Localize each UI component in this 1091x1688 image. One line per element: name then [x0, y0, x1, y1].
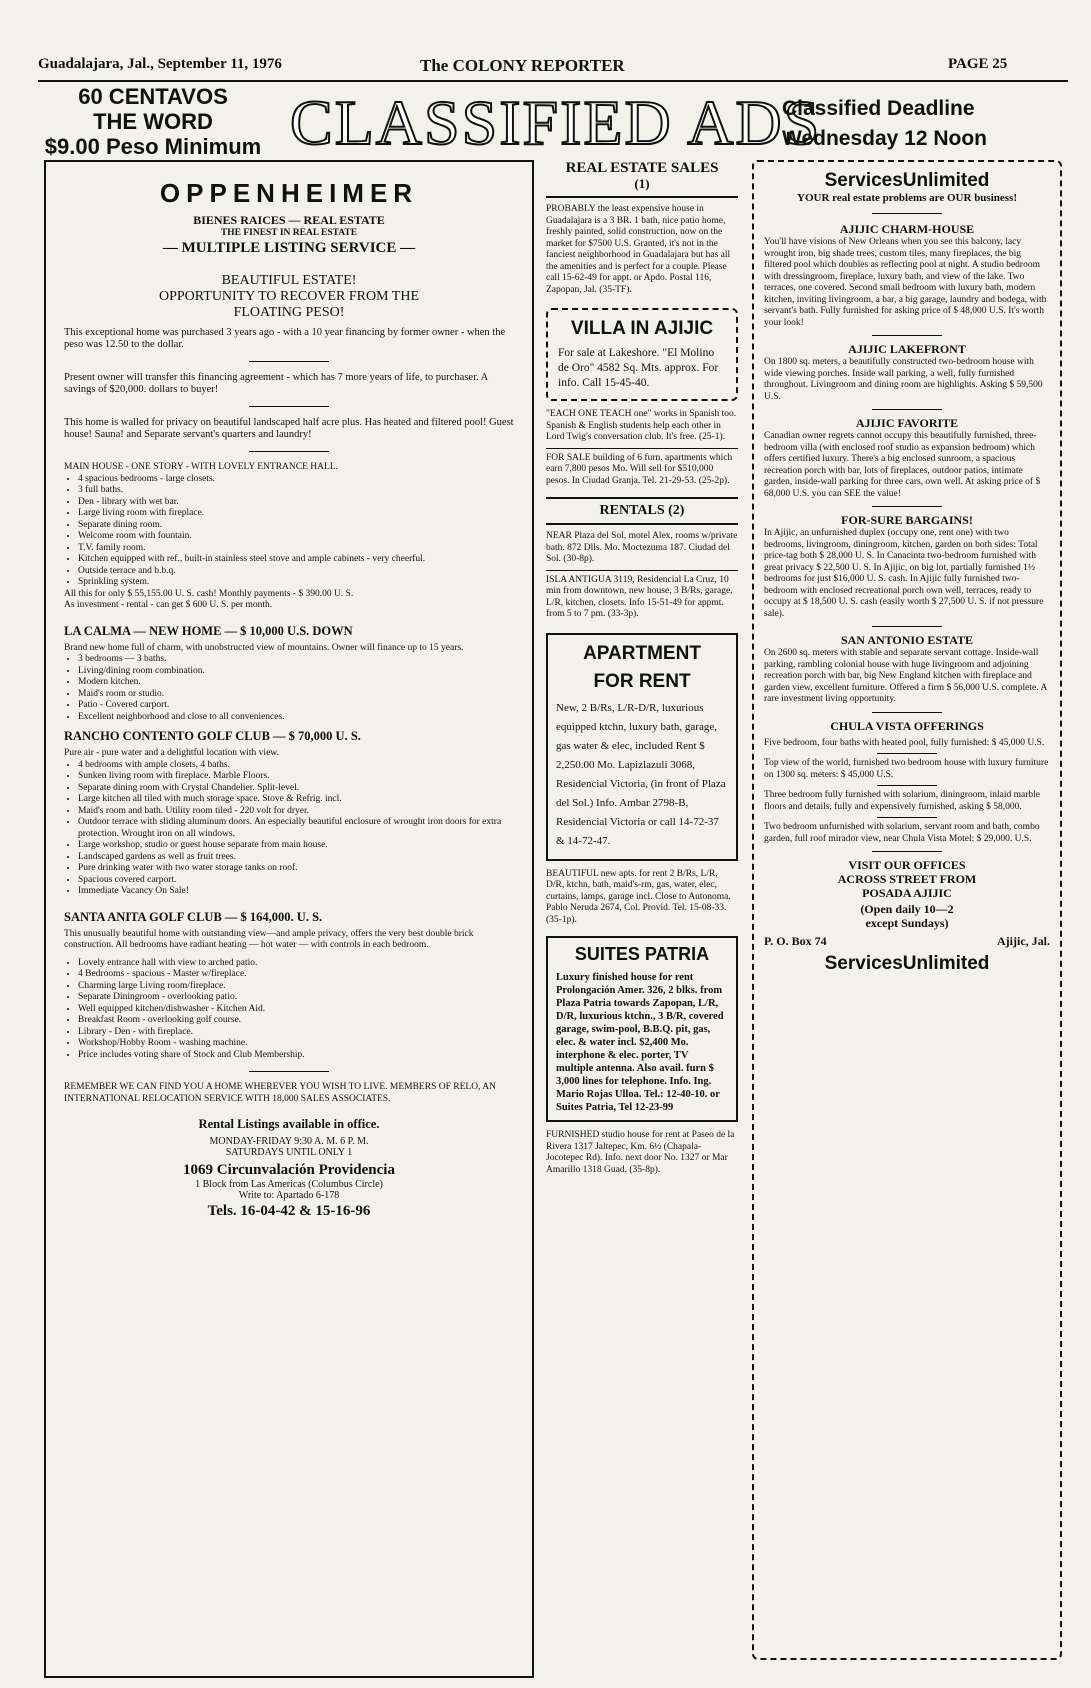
visit-line-1: VISIT OUR OFFICES: [848, 858, 966, 872]
main-house: MAIN HOUSE - ONE STORY - WITH LOVELY ENTRANCE HALL.: [64, 462, 338, 472]
favorite-body: Canadian owner regrets cannot occupy this beautifully furnished, three-bedroom villa (with enclosed roof studio as expansion bedroom) which offers certified luxury. There's a big enclosed sunroom, a spacious recreation porch with bar, lots of fireplaces, outdoor patios, intimate garden, inside-wall parking for three cars, own well. At asking price of $ 68,000 U.S. you can SEE the value!: [764, 431, 1041, 499]
apartment-body: New, 2 B/Rs, L/R-D/R, luxurious equipped ktchn, luxury bath, garage, gas water & elec, included Rent $ 2,250.00 Mo. Lapizlazuli 3068, Residencial Victoria, (in front of Plaza del Sol.) Info. Ambar 2798-B, Residencial Victoria or call 14-72-37 & 14-72-47.: [556, 701, 726, 847]
list-item: • Large living room with fireplace.: [78, 508, 514, 520]
header-rule: [38, 80, 1068, 82]
list-item: • Sprinkling system.: [78, 577, 514, 589]
services-title: ServicesUnlimited: [824, 170, 990, 191]
divider: [872, 506, 942, 507]
suites-title: SUITES PATRIA: [574, 944, 710, 964]
divider: [249, 406, 329, 407]
rancho-title: RANCHO CONTENTO GOLF CLUB — $ 70,000 U. S.: [64, 729, 361, 743]
rental-listings: Rental Listings available in office.: [198, 1117, 380, 1131]
list-item: • 4 spacious bedrooms - large closets.: [78, 474, 514, 486]
lacalma-title: LA CALMA — NEW HOME — $ 10,000 U.S. DOWN: [64, 623, 353, 638]
list-item: • 3 full baths.: [78, 485, 514, 497]
apartment-title-1: APARTMENT: [583, 642, 701, 664]
list-item: • Welcome room with fountain.: [78, 531, 514, 543]
oppenheimer-name: OPPENHEIMER: [159, 178, 419, 208]
divider: [249, 361, 329, 362]
list-item: • Landscaped gardens as well as fruit trees.: [78, 852, 514, 864]
middle-column: [546, 160, 738, 1176]
villa-body: For sale at Lakeshore. "El Molino de Oro" 4582 Sq. Mts. approx. For info. Call 15-45-40.: [558, 347, 719, 389]
oppenheimer-sub1: BIENES RAICES — REAL ESTATE: [193, 213, 385, 227]
list-item: • Separate dining room.: [78, 520, 514, 532]
list-item: • Separate Diningroom - overlooking patio.: [78, 992, 514, 1004]
para-1: This exceptional home was purchased 3 years ago - with a 10 year financing by former owner - when the peso was 12.50 to the dollar.: [64, 327, 506, 350]
divider: [546, 497, 738, 499]
po-box: P. O. Box 74: [764, 934, 827, 948]
services-unlimited-ad: [752, 160, 1062, 1660]
furnished-ad: FURNISHED studio house for rent at Paseo de la Rivera 1317 Jaltepec, Km. 6½ (Chapala-Jocotepec Rd). Info. next door No. 1327 or Mar Amarillo 1318 Guad. (35-8p).: [546, 1130, 735, 1175]
divider: [877, 785, 937, 786]
rancho-list: [64, 760, 514, 898]
list-item: • Modern kitchen.: [78, 677, 514, 689]
rancho-desc: Pure air - pure water and a delightful location with view.: [64, 748, 279, 758]
near-plaza-ad: NEAR Plaza del Sol, motel Alex, rooms w/private bath. 872 Dlls. Mo. Moctezuma 187. Ciudad del Sol. (30-8p).: [546, 531, 738, 564]
list-item: • Excellent neighborhood and close to all conveniences.: [78, 712, 514, 724]
list-item: • Sunken living room with fireplace. Marble Floors.: [78, 771, 514, 783]
list-item: • Kitchen equipped with ref., built-in stainless steel stove and ample cabinets - very cheerful.: [78, 554, 514, 566]
lacalma-list: [64, 654, 514, 723]
deadline-line-2: Wednesday 12 Noon: [782, 127, 987, 150]
address-line-3: Write to: Apartado 6-178: [238, 1190, 340, 1201]
classified-title: CLASSIFIED ADS: [290, 87, 822, 158]
lakefront-title: AJIJIC LAKEFRONT: [848, 342, 966, 356]
price-line-3: $9.00 Peso Minimum: [44, 134, 262, 159]
list-item: • Maid's room or studio.: [78, 689, 514, 701]
visit-line-2: ACROSS STREET FROM: [837, 872, 977, 886]
list-item: • Price includes voting share of Stock and Club Membership.: [78, 1050, 514, 1062]
list-item: • Charming large Living room/fireplace.: [78, 981, 514, 993]
chula-offer-2: Top view of the world, furnished two bedroom house with luxury furniture on 1300 sq. meters: $ 45,000 U.S.: [764, 758, 1049, 780]
chula-offer-4: Two bedroom unfurnished with solarium, servant room and bath, combo garden, full roof mirador view, near Chula Vista Motel: $ 29,000. U.S.: [764, 822, 1040, 844]
bargains-body: In Ajijic, an unfurnished duplex (occupy one, rent one) with two bedrooms, livingroom, diningroom, kitchen, garden on both sides: Total price-tag both $ 28,000 U. S. In Canacinta two-bedroom furnished with great privacy $ 22,500 U. S. In Ajijic, on big lot, partially furnished 1½ bedrooms for just $16,000 U. S. cash. In Ajijic fully furnished two-bedroom with enclosed recreational porch own well, terraces, ready to occupy at $ 18,500 U. S. cash (easily worth $ 27,500 U. S. if not pressure sale).: [764, 528, 1044, 619]
lacalma-desc: Brand new home full of charm, with unobstructed view of mountains. Owner will finance up to 15 years.: [64, 642, 464, 653]
suites-ad: [546, 936, 738, 1122]
divider: [546, 448, 738, 449]
header-date: Guadalajara, Jal., September 11, 1976: [38, 56, 282, 72]
open-hours-2: except Sundays): [865, 916, 949, 930]
price-line-2: THE WORD: [93, 109, 213, 134]
price-line: All this for only $ 55,155.00 U. S. cash! Monthly payments - $ 390.00 U. S.: [64, 588, 354, 599]
town: Ajijic, Jal.: [997, 934, 1050, 948]
list-item: • Maid's room and bath. Utility room tiled - 220 volt for dryer.: [78, 806, 514, 818]
headline-2: OPPORTUNITY TO RECOVER FROM THE: [158, 289, 419, 304]
para-2: Present owner will transfer this financing agreement - which has 7 more years of life, to purchaser. A savings of $20,000. dollars to buyer!: [64, 372, 488, 395]
each-one-ad: "EACH ONE TEACH one" works in Spanish too. Spanish & English students help each other in Lord Twig's conversation club. It's free. (25-1).: [546, 409, 737, 442]
divider: [546, 570, 738, 571]
main-house-list: [64, 474, 514, 589]
charm-title: AJIJIC CHARM-HOUSE: [839, 222, 975, 236]
divider: [877, 817, 937, 818]
list-item: • Lovely entrance hall with view to arched patio.: [78, 958, 514, 970]
oppenheimer-sub2: THE FINEST IN REAL ESTATE: [220, 228, 358, 238]
divider: [546, 523, 738, 525]
list-item: • Den - library with wet bar.: [78, 497, 514, 509]
villa-ad: [546, 308, 738, 401]
villa-title: VILLA IN AJIJIC: [570, 318, 714, 339]
list-item: • Library - Den - with fireplace.: [78, 1027, 514, 1039]
divider: [546, 196, 738, 198]
list-item: • Pure drinking water with two water storage tanks on roof.: [78, 863, 514, 875]
rentals-heading: RENTALS (2): [599, 503, 685, 518]
list-item: • Patio - Covered carport.: [78, 700, 514, 712]
list-item: • 3 bedrooms — 3 baths.: [78, 654, 514, 666]
headline-1: BEAUTIFUL ESTATE!: [221, 273, 357, 288]
services-footer: ServicesUnlimited: [824, 953, 990, 974]
remember-text: REMEMBER WE CAN FIND YOU A HOME WHEREVER YOU WISH TO LIVE. MEMBERS OF RELO, AN INTERNATIONAL RELOCATION SERVICE WITH 18,000 SALES ASSOCIATES.: [64, 1082, 497, 1104]
suites-body: Luxury finished house for rent Prolongación Amer. 326, 2 blks. from Plaza Patria towards Zapopan, L/R, D/R, luxurious ktchn., 3 B/R, covered garage, swim-pool, B.B.Q. pit, gas, elec. & water incl. $2,400 Mo. interphone & elec. porter, TV multiple antenna. Also avail. furn $ 3,000 lines for telephone. Info. Ing. Mario Rojas Ulloa. Tel.: 12-40-10. or Suites Patria, Tel 12-23-99: [556, 972, 724, 1113]
list-item: • Living/dining room combination.: [78, 666, 514, 678]
santa-list: [64, 958, 514, 1062]
apartment-title-2: FOR RENT: [593, 670, 691, 692]
price-line-1: 60 CENTAVOS: [78, 84, 228, 109]
list-item: • Large kitchen all tiled with much storage space. Stove & Refrig. incl.: [78, 794, 514, 806]
divider: [877, 753, 937, 754]
address-line-2: 1 Block from Las Americas (Columbus Circle): [195, 1179, 383, 1190]
services-intro: YOUR real estate problems are OUR business!: [797, 192, 1017, 204]
favorite-title: AJIJIC FAVORITE: [855, 416, 959, 430]
list-item: • Workshop/Hobby Room - washing machine.: [78, 1038, 514, 1050]
divider: [872, 409, 942, 410]
divider: [872, 626, 942, 627]
oppenheimer-ad: [44, 160, 534, 1678]
list-item: • Well equipped kitchen/dishwasher - Kitchen Aid.: [78, 1004, 514, 1016]
list-item: • Breakfast Room - overlooking golf course.: [78, 1015, 514, 1027]
header-publication: The COLONY REPORTER: [420, 56, 625, 75]
list-item: • 4 Bedrooms - spacious - Master w/fireplace.: [78, 969, 514, 981]
invest-line: As investment - rental - can get $ 600 U. S. per month.: [64, 600, 273, 610]
chula-offer-1: Five bedroom, four baths with heated pool, fully furnished: $ 45,000 U.S.: [764, 737, 1045, 748]
list-item: • Large workshop, studio or guest house separate from main house.: [78, 840, 514, 852]
phones: Tels. 16-04-42 & 15-16-96: [207, 1203, 371, 1219]
beautiful-ad: BEAUTIFUL new apts. for rent 2 B/Rs, L/R, D/R, ktchn, bath, maid's-rm, gas, water, elec, curtains, lamps, garage incl. Close to Autonoma. Pablo Neruda 2674, Col. Provid. Tel. 15-08-33. (35-1p).: [546, 868, 731, 925]
hours-2: SATURDAYS UNTIL ONLY 1: [225, 1147, 353, 1158]
santa-title: SANTA ANITA GOLF CLUB — $ 164,000. U. S.: [64, 909, 323, 924]
divider: [249, 1071, 329, 1072]
real-estate-sales-number: (1): [634, 176, 650, 191]
visit-line-3: POSADA AJIJIC: [862, 886, 952, 900]
header-page: PAGE 25: [948, 56, 1008, 72]
lakefront-body: On 1800 sq. meters, a beautifully constructed two-bedroom house with wide viewing porches. Inside wall parking, a well, fully furnished throughout. Livingroom and dining room are highlights. Asking $ 59,500 U.S.: [764, 357, 1043, 402]
divider: [872, 335, 942, 336]
list-item: • Outdoor terrace with sliding aluminum doors. An especially beautiful enclosure of wrought iron doors for extra protection. Wrought iron on all windows.: [78, 817, 514, 840]
bargains-title: FOR-SURE BARGAINS!: [841, 513, 973, 527]
divider: [872, 213, 942, 214]
probably-ad: PROBABLY the least expensive house in Guadalajara is a 3 BR. 1 bath, nice patio home, freshly painted, solid construction, now on the market for $7500 U.S. Granted, it's not in the fanciest neighborhood in Guadalajara but has all the amenities and is perfect for a couple. Please call 15-62-49 for appt. or Apdo. Postal 116, Zapopan, Jal. (35-TF).: [546, 204, 731, 295]
list-item: • 4 bedrooms with ample closets, 4 baths.: [78, 760, 514, 772]
deadline-line-1: Classified Deadline: [782, 97, 975, 120]
price-box: [38, 84, 268, 159]
santa-desc: This unusually beautiful home with outstanding view—and ample privacy, offers the very best double brick construction. All bedrooms have radiant heating — hot water — with controls in each bedroom.: [64, 928, 474, 950]
hours-1: MONDAY-FRIDAY 9:30 A. M. 6 P. M.: [209, 1136, 369, 1147]
headline-3: FLOATING PESO!: [233, 305, 345, 320]
antonio-body: On 2600 sq. meters with stable and separate servant cottage. Inside-wall parking, rambling colonial house with huge livingroom and adjoining recreation porch with bar, big New England kitchen with fireplace and garden view, excellent furniture. Offered a firm $ 56,000 U.S. complete. A rare investment living opportunity.: [764, 648, 1047, 704]
oppenheimer-sub3: — MULTIPLE LISTING SERVICE —: [162, 240, 416, 256]
real-estate-sales-heading: REAL ESTATE SALES: [565, 160, 719, 176]
for-sale-ad: FOR SALE building of 6 furn. apartments which earn 7,800 pesos Mo. Will sell for $510,000 pesos. In Ciudad Granja. Tel. 21-29-53. (25-2p).: [546, 452, 733, 486]
chula-offer-3: Three bedroom fully furnished with solarium, diningroom, inlaid marble floors and details, fully and expensively furnished, asking $ 58,000.: [764, 790, 1040, 812]
list-item: • Immediate Vacancy On Sale!: [78, 886, 514, 898]
antonio-title: SAN ANTONIO ESTATE: [840, 633, 974, 647]
para-3: This home is walled for privacy on beautiful landscaped half acre plus. Has heated and filtered pool! Guest house! Sauna! and Separate servant's quarters and laundry!: [64, 417, 514, 440]
deadline-box: [782, 94, 987, 154]
list-item: • T.V. family room.: [78, 543, 514, 555]
divider: [872, 851, 942, 852]
list-item: • Separate dining room with Crystal Chandelier. Split-level.: [78, 783, 514, 795]
office-address: 1069 Circunvalación Providencia: [183, 1162, 395, 1178]
divider: [872, 712, 942, 713]
list-item: • Spacious covered carport.: [78, 875, 514, 887]
po-box-row: [764, 934, 1050, 949]
charm-body: You'll have visions of New Orleans when you see this balcony, lacy wrought iron, big shade trees, custom tiles, many fireplaces, the big filtered pool which doubles as reflecting pool at night. A studio bedroom with dressingroom, fireplace, luxury bath, and view of the lake. Two terraces, one covered. Second small bedroom with luxury bath, modern kitchen, inviting livingroom, a bar, a big garage, laundry and bodega, with servant's bath. Fully furnished for asking price of $ 48,000 U.S. It's worth your look!: [764, 237, 1047, 328]
chula-title: CHULA VISTA OFFERINGS: [830, 718, 984, 733]
list-item: • Outside terrace and b.b.q.: [78, 566, 514, 578]
open-hours-1: (Open daily 10—2: [860, 902, 954, 916]
divider: [249, 451, 329, 452]
apartment-ad: [546, 633, 738, 861]
isla-ad: ISLA ANTIGUA 3119, Residencial La Cruz, 10 min from downtown, new house, 3 B/Rs, garage, L/R, kitchen, closets. Info 15-51-49 for appmt. from 5 to 7 pm. (33-3p).: [546, 574, 733, 619]
